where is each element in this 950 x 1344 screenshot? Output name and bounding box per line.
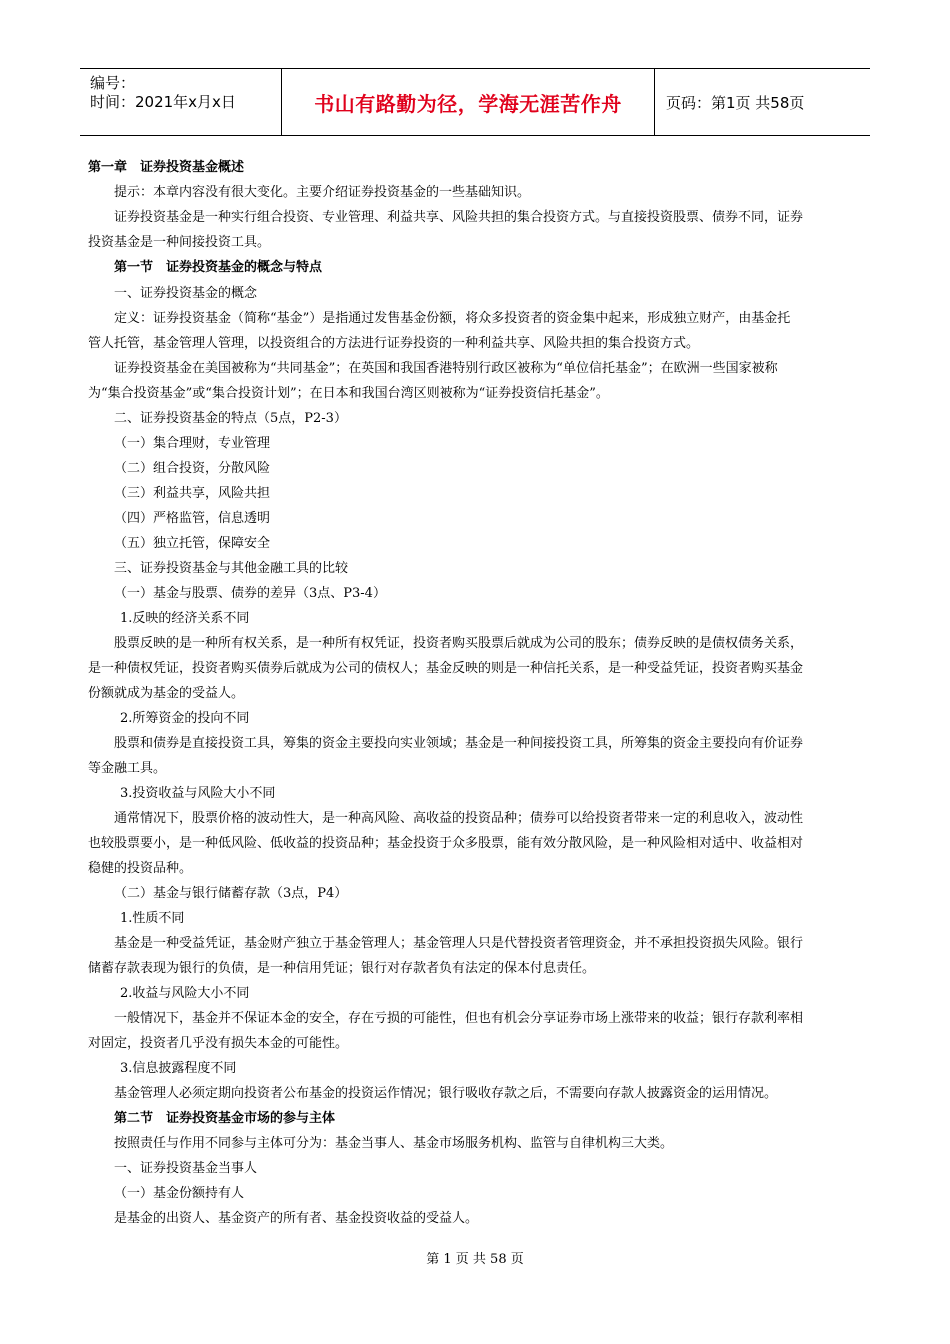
paragraph-line: 是基金的出资人、基金资产的所有者、基金投资收益的受益人。: [114, 1211, 479, 1226]
paragraph-line: 证券投资基金在美国被称为“共同基金”；在英国和我国香港特别行政区被称为“单位信托基金”；在欧洲一些国家被称: [114, 361, 778, 376]
subsection-title: 一、证券投资基金当事人: [114, 1161, 258, 1176]
numbered-heading: 3.投资收益与风险大小不同: [120, 786, 276, 801]
list-item: （一）基金份额持有人: [114, 1186, 245, 1201]
paragraph-line: 通常情况下，股票价格的波动性大，是一种高风险、高收益的投资品种；债券可以给投资者带来一定的利息收入，波动性: [114, 811, 804, 826]
paragraph-line: 基金是一种受益凭证，基金财产独立于基金管理人；基金管理人只是代替投资者管理资金，并不承担投资损失风险。银行: [114, 936, 804, 951]
section-title: 第一节 证券投资基金的概念与特点: [114, 260, 323, 275]
paragraph-line: 定义：证券投资基金（简称“基金”）是指通过发售基金份额，将众多投资者的资金集中起来，形成独立财产，由基金托: [114, 311, 791, 326]
subsection-title: 二、证券投资基金的特点（5点，P2-3）: [114, 411, 347, 426]
paragraph-line: 份额就成为基金的受益人。: [88, 686, 245, 701]
paragraph-line: 股票反映的是一种所有权关系，是一种所有权凭证，投资者购买股票后就成为公司的股东；债券反映的是债权债务关系，: [114, 636, 804, 651]
paragraph-line: 也较股票要小，是一种低风险、低收益的投资品种；基金投资于众多股票，能有效分散风险，是一种风险相对适中、收益相对: [88, 836, 804, 851]
page-label: 页码：第1页 共58页: [666, 93, 805, 112]
list-item: （三）利益共享，风险共担: [114, 486, 271, 501]
paragraph-line: 等金融工具。: [88, 761, 167, 776]
paragraph-line: 按照责任与作用不同参与主体可分为：基金当事人、基金市场服务机构、监管与自律机构三大类。: [114, 1136, 674, 1151]
paragraph-line: 为“集合投资基金”或“集合投资计划”；在日本和我国台湾区则被称为“证券投资信托基金”。: [88, 386, 609, 401]
paragraph-line: 管人托管，基金管理人管理，以投资组合的方法进行证券投资的一种利益共享、风险共担的集合投资方式。: [88, 336, 700, 351]
paragraph-line: 稳健的投资品种。: [88, 861, 193, 876]
list-item: （一）集合理财，专业管理: [114, 436, 271, 451]
numbered-heading: 1.性质不同: [120, 911, 185, 926]
numbered-heading: 2.所筹资金的投向不同: [120, 711, 250, 726]
paragraph-line: 证券投资基金是一种实行组合投资、专业管理、利益共享、风险共担的集合投资方式。与直接投资股票、债券不同，证券: [114, 210, 804, 225]
paragraph-line: 储蓄存款表现为银行的负债，是一种信用凭证；银行对存款者负有法定的保本付息责任。: [88, 961, 596, 976]
subsection-title: 三、证券投资基金与其他金融工具的比较: [114, 561, 349, 576]
date-label: 时间：2021年x月x日: [90, 93, 236, 111]
motto: 书山有路勤为径，学海无涯苦作舟: [281, 69, 655, 135]
numbered-heading: 2.收益与风险大小不同: [120, 986, 250, 1001]
subsection-title: 一、证券投资基金的概念: [114, 286, 258, 301]
paragraph-line: 对固定，投资者几乎没有损失本金的可能性。: [88, 1036, 349, 1051]
header-meta: [80, 69, 280, 135]
list-item: （五）独立托管，保障安全: [114, 536, 271, 551]
paragraph-line: 是一种债权凭证，投资者购买债券后就成为公司的债权人；基金反映的则是一种信托关系，是一种受益凭证，投资者购买基金: [88, 661, 804, 676]
chapter-title: 第一章 证券投资基金概述: [88, 160, 245, 175]
list-item: （四）严格监管，信息透明: [114, 511, 271, 526]
paragraph-line: 投资基金是一种间接投资工具。: [88, 235, 271, 250]
list-item: （二）组合投资，分散风险: [114, 461, 271, 476]
list-item: （一）基金与股票、债券的差异（3点、P3-4）: [114, 586, 386, 601]
paragraph-line: 基金管理人必须定期向投资者公布基金的投资运作情况；银行吸收存款之后，不需要向存款人披露资金的运用情况。: [114, 1086, 778, 1101]
number-label: 编号：: [90, 74, 136, 92]
numbered-heading: 1.反映的经济关系不同: [120, 611, 250, 626]
paragraph-line: 股票和债券是直接投资工具，筹集的资金主要投向实业领域；基金是一种间接投资工具，所筹集的资金主要投向有价证券: [114, 736, 804, 751]
header-table: [80, 68, 870, 136]
page-footer: 第 1 页 共 58 页: [426, 1252, 524, 1267]
paragraph-line: 一般情况下，基金并不保证本金的安全，存在亏损的可能性，但也有机会分享证券市场上涨带来的收益；银行存款利率相: [114, 1011, 804, 1026]
paragraph-line: 提示：本章内容没有很大变化。主要介绍证券投资基金的一些基础知识。: [114, 185, 531, 200]
numbered-heading: 3.信息披露程度不同: [120, 1061, 237, 1076]
section-title: 第二节 证券投资基金市场的参与主体: [114, 1111, 336, 1126]
list-item: （二）基金与银行储蓄存款（3点，P4）: [114, 886, 348, 901]
